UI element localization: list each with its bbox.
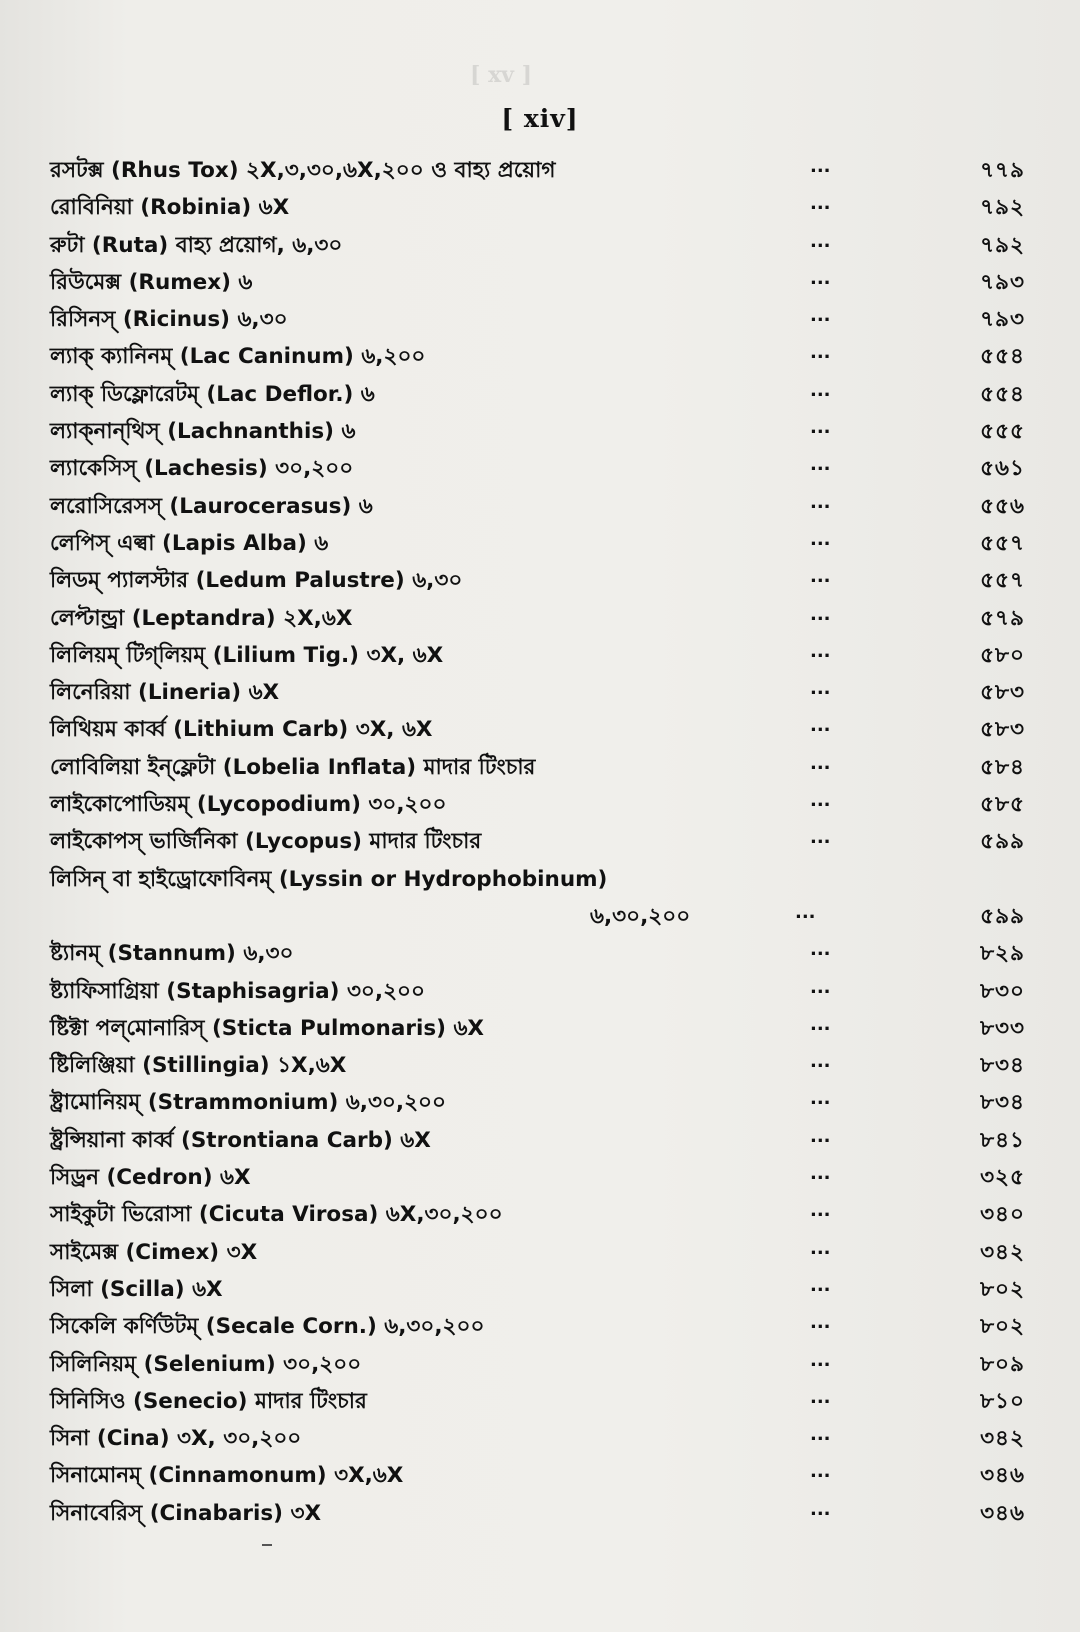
entry-name: ষ্ট্রামোনিয়ম্ (Strammonium) ৬,৩০,২০০ (50, 1090, 447, 1116)
entry-page-number: ৫৫৬ (980, 493, 1025, 519)
entry-page-number: ৫৫৪ (980, 344, 1025, 370)
entry-leader-dots: ... (810, 715, 831, 737)
entry-leader-dots: ... (810, 640, 831, 662)
entry-leader-dots: ... (810, 976, 831, 998)
entry-name: ষ্ট্রন্সিয়ানা কার্ব্ব (Strontiana Carb) ৬X (50, 1127, 431, 1153)
entry-name: লিনেরিয়া (Lineria) ৬X (50, 680, 280, 706)
entry-leader-dots: ... (810, 1498, 831, 1520)
entry-page-number: ৮৪১ (980, 1127, 1025, 1153)
entry-page-number: ৫৯৯ (980, 903, 1025, 929)
entry-leader-dots: ... (810, 454, 831, 476)
index-entry (0, 637, 1080, 674)
entry-page-number: ৮৩৪ (980, 1090, 1025, 1116)
entry-name: রুটা (Ruta) বাহ্য প্রয়োগ, ৬,৩০ (50, 232, 343, 258)
stray-mark (262, 1544, 272, 1546)
entry-name: রোবিনিয়া (Robinia) ৬X (50, 195, 290, 221)
entry-name: সিনা (Cina) ৩X, ৩০,২০০ (50, 1426, 302, 1452)
entry-leader-dots: ... (810, 1349, 831, 1371)
entry-page-number: ৭৯২ (980, 195, 1025, 221)
entry-leader-dots: ... (810, 1424, 831, 1446)
index-entry (0, 861, 1080, 898)
index-entry (0, 1196, 1080, 1233)
entry-leader-dots: ... (810, 1088, 831, 1110)
entry-page-number: ৮৩৩ (980, 1015, 1025, 1041)
entry-leader-dots: ... (810, 1163, 831, 1185)
index-entry (0, 1308, 1080, 1345)
index-entry (0, 488, 1080, 525)
entry-leader-dots: ... (810, 379, 831, 401)
entry-name: সিলা (Scilla) ৬X (50, 1276, 223, 1302)
entry-page-number: ৫৭৯ (980, 605, 1025, 631)
index-list (0, 152, 1080, 1532)
entry-page-number: ৫৮৩ (980, 680, 1025, 706)
index-entry (0, 1346, 1080, 1383)
index-entry (0, 152, 1080, 189)
entry-name: লরোসিরেসস্ (Laurocerasus) ৬ (50, 493, 373, 519)
entry-name: লোবিলিয়া ইন্‌ফ্লেটা (Lobelia Inflata) মাদার টিংচার (50, 754, 536, 780)
entry-leader-dots: ... (810, 1013, 831, 1035)
entry-name: ষ্টিলিঞ্জিয়া (Stillingia) ১X,৬X (50, 1053, 347, 1079)
entry-name: লিলিয়ম্ টিগ্‌লিয়ম্ (Lilium Tig.) ৩X, ৬X (50, 642, 444, 668)
entry-name: লাইকোপোডিয়ম্ (Lycopodium) ৩০,২০০ (50, 792, 447, 818)
index-entry (0, 338, 1080, 375)
entry-name: ষ্ট্যাফিসাগ্রিয়া (Staphisagria) ৩০,২০০ (50, 978, 426, 1004)
index-entry (0, 1420, 1080, 1457)
entry-page-number: ৩৪৬ (980, 1463, 1025, 1489)
entry-leader-dots: ... (810, 156, 831, 177)
entry-leader-dots: ... (810, 1274, 831, 1296)
entry-leader-dots: ... (810, 1386, 831, 1408)
entry-name: ল্যাক্ ডিফ্লোরেটম্ (Lac Deflor.) ৬ (50, 381, 375, 407)
entry-name: লেপিস্ এল্বা (Lapis Alba) ৬ (50, 530, 329, 556)
entry-leader-dots: ... (810, 342, 831, 364)
entry-page-number: ৫৯৯ (980, 829, 1025, 855)
index-entry (0, 1234, 1080, 1271)
entry-leader-dots: ... (795, 901, 816, 923)
entry-leader-dots: ... (810, 939, 831, 961)
entry-leader-dots: ... (810, 1125, 831, 1147)
entry-name: সিনিসিও (Senecio) মাদার টিংচার (50, 1388, 367, 1414)
entry-page-number: ৭৯২ (980, 232, 1025, 258)
entry-leader-dots: ... (810, 305, 831, 327)
entry-page-number: ৮০৯ (980, 1351, 1025, 1377)
entry-name: লেপ্টান্ড্রা (Leptandra) ২X,৬X (50, 605, 353, 631)
index-entry (0, 749, 1080, 786)
entry-leader-dots: ... (810, 603, 831, 625)
entry-leader-dots: ... (810, 193, 831, 215)
entry-page-number: ৩৪২ (980, 1239, 1025, 1265)
entry-name: ল্যাক্ ক্যানিনম্ (Lac Caninum) ৬,২০০ (50, 344, 426, 370)
entry-page-number: ৫৫৭ (980, 530, 1025, 556)
entry-leader-dots: ... (810, 566, 831, 588)
entry-name: ল্যাকেসিস্ (Lachesis) ৩০,২০০ (50, 456, 354, 482)
entry-page-number: ৮০২ (980, 1314, 1025, 1340)
entry-leader-dots: ... (810, 1312, 831, 1334)
entry-name: লিথিয়ম কার্ব্ব (Lithium Carb) ৩X, ৬X (50, 717, 433, 743)
entry-name: সিলিনিয়ম্ (Selenium) ৩০,২০০ (50, 1351, 362, 1377)
index-entry (0, 1271, 1080, 1308)
entry-name: লিসিন্ বা হাইড্রোফোবিনম্ (Lyssin or Hydrophobinum) (50, 866, 608, 892)
entry-page-number: ৩৪২ (980, 1426, 1025, 1452)
entry-name: ষ্ট্যানম্ (Stannum) ৬,৩০ (50, 941, 294, 967)
entry-page-number: ৭৯৩ (980, 307, 1025, 333)
index-entry (0, 973, 1080, 1010)
entry-page-number: ৫৮৩ (980, 717, 1025, 743)
index-entry (0, 1457, 1080, 1494)
entry-name: ৬,৩০,২০০ (590, 903, 691, 929)
entry-name: রিউমেক্স (Rumex) ৬ (50, 269, 253, 295)
entry-leader-dots: ... (810, 491, 831, 513)
index-entry (0, 1122, 1080, 1159)
index-entry (0, 227, 1080, 264)
index-entry (0, 674, 1080, 711)
entry-name: ল্যাক্‌নান্‌থিস্ (Lachnanthis) ৬ (50, 419, 356, 445)
entry-leader-dots: ... (810, 1051, 831, 1073)
entry-page-number: ৮০২ (980, 1276, 1025, 1302)
index-entry (0, 600, 1080, 637)
index-entry (0, 1084, 1080, 1121)
page-number-header: [ xiv] (501, 104, 579, 133)
entry-page-number: ৫৮৫ (980, 792, 1025, 818)
index-entry (0, 376, 1080, 413)
entry-leader-dots: ... (810, 528, 831, 550)
entry-name: সিনামোনম্ (Cinnamonum) ৩X,৬X (50, 1463, 404, 1489)
entry-leader-dots: ... (810, 417, 831, 439)
entry-name: লাইকোপস্ ভার্জিনিকা (Lycopus) মাদার টিংচার (50, 829, 482, 855)
index-entry (0, 525, 1080, 562)
entry-leader-dots: ... (810, 1461, 831, 1483)
index-entry (0, 264, 1080, 301)
entry-name: রিসিনস্ (Ricinus) ৬,৩০ (50, 307, 288, 333)
entry-leader-dots: ... (810, 790, 831, 812)
index-entry (0, 1495, 1080, 1532)
entry-leader-dots: ... (810, 1237, 831, 1259)
index-entry (0, 1159, 1080, 1196)
entry-leader-dots: ... (810, 267, 831, 289)
entry-page-number: ৩৪০ (980, 1202, 1025, 1228)
entry-page-number: ৫৮৪ (980, 754, 1025, 780)
index-entry (0, 301, 1080, 338)
entry-name: সিনাবেরিস্ (Cinabaris) ৩X (50, 1500, 322, 1526)
entry-page-number: ৮২৯ (980, 941, 1025, 967)
entry-page-number: ৫৬১ (980, 456, 1025, 482)
index-entry (0, 1383, 1080, 1420)
index-entry (0, 823, 1080, 860)
index-entry (0, 562, 1080, 599)
entry-leader-dots: ... (810, 827, 831, 849)
entry-name: সিকেলি কর্ণিউটম্ (Secale Corn.) ৬,৩০,২০০ (50, 1314, 485, 1340)
entry-page-number: ৩২৫ (980, 1165, 1025, 1191)
index-entry (0, 450, 1080, 487)
entry-leader-dots: ... (810, 230, 831, 252)
entry-leader-dots: ... (810, 1200, 831, 1222)
entry-name: লিডম্ প্যালস্টার (Ledum Palustre) ৬,৩০ (50, 568, 463, 594)
index-entry (0, 935, 1080, 972)
entry-name: সাইমেক্স (Cimex) ৩X (50, 1239, 258, 1265)
index-entry (0, 413, 1080, 450)
entry-page-number: ৮১০ (980, 1388, 1025, 1414)
entry-page-number: ৩৪৬ (980, 1500, 1025, 1526)
entry-page-number: ৮৩৪ (980, 1053, 1025, 1079)
entry-page-number: ৭৯৩ (980, 269, 1025, 295)
entry-leader-dots: ... (810, 678, 831, 700)
index-entry (0, 1010, 1080, 1047)
index-entry (0, 786, 1080, 823)
bleed-through-header: [ xv ] (470, 62, 533, 88)
entry-page-number: ৫৫৭ (980, 568, 1025, 594)
entry-page-number: ৮৩০ (980, 978, 1025, 1004)
entry-leader-dots: ... (810, 752, 831, 774)
entry-name: সিড্রন (Cedron) ৬X (50, 1165, 251, 1191)
entry-name: রসটক্স (Rhus Tox) ২X,৩,৩০,৬X,২০০ ও বাহ্য প্রয়োগ (50, 158, 556, 183)
entry-page-number: ৫৫৪ (980, 381, 1025, 407)
index-entry (0, 898, 1080, 935)
index-entry (0, 1047, 1080, 1084)
entry-page-number: ৫৮০ (980, 642, 1025, 668)
index-entry (0, 711, 1080, 748)
index-entry (0, 189, 1080, 226)
entry-page-number: ৭৭৯ (980, 158, 1025, 183)
entry-page-number: ৫৫৫ (980, 419, 1025, 445)
entry-name: সাইকুটা ভিরোসা (Cicuta Virosa) ৬X,৩০,২০০ (50, 1202, 503, 1228)
entry-name: ষ্টিক্টা পল্‌মোনারিস্ (Sticta Pulmonaris) ৬X (50, 1015, 485, 1041)
